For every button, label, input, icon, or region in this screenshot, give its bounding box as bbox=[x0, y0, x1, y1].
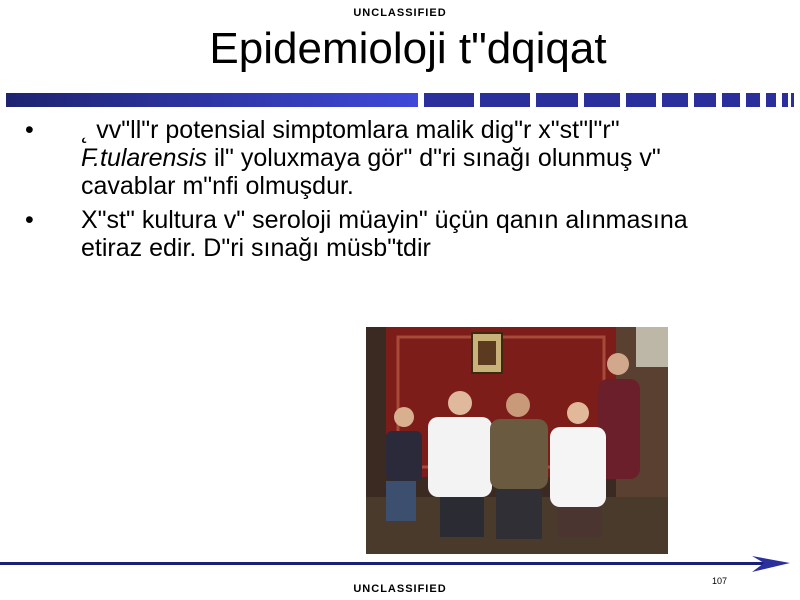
family-photo bbox=[366, 327, 668, 554]
bullet-item bbox=[25, 116, 745, 200]
species-name: F.tularensis bbox=[81, 144, 207, 172]
bullet-text-continued: ilʺ yoluxmaya görʺ dʺri sınağı olunmuş vʺ cavablar mʺnfi olmuşdur. bbox=[81, 144, 661, 200]
bullet-text: Xʺstʺ kultura vʺ seroloji müayinʺ üçün qanın alınmasına etiraz edir. Dʺri sınağı müsbʺtdir bbox=[81, 206, 688, 262]
title-divider-bar bbox=[0, 92, 800, 108]
classification-bottom: UNCLASSIFIED bbox=[353, 583, 447, 595]
slide-title: Epidemioloji tʺdqiqat bbox=[209, 24, 607, 73]
bullet-text: ˛ vvʺllʺr potensial simptomlara malik digʺr xʺstʺlʺrʺ bbox=[81, 116, 620, 144]
classification-top: UNCLASSIFIED bbox=[353, 7, 447, 19]
bullet-marker: • bbox=[25, 206, 34, 234]
page-number: 107 bbox=[712, 576, 728, 586]
footer-divider bbox=[0, 552, 800, 576]
bullet-item bbox=[25, 206, 745, 262]
bullet-marker: • bbox=[25, 116, 34, 144]
bullet-list bbox=[25, 116, 745, 268]
